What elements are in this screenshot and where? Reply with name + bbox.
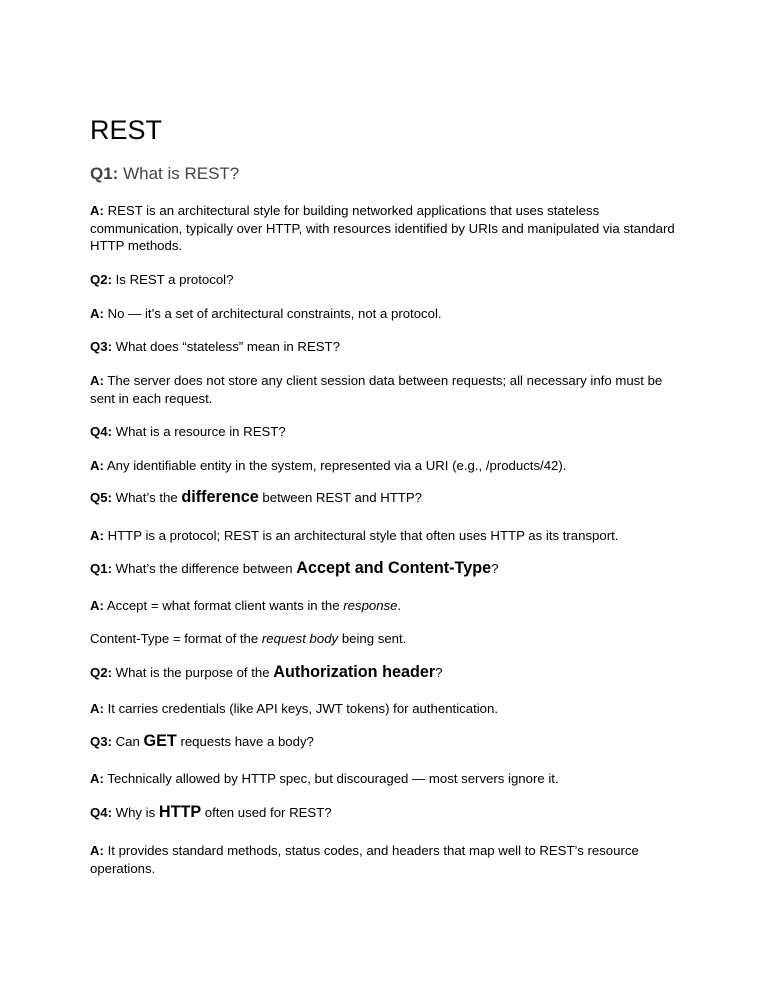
- answer-label: A:: [90, 203, 104, 218]
- italic-text: request body: [261, 631, 339, 646]
- answer-text: .: [397, 598, 402, 613]
- question-text: What’s the: [111, 490, 182, 505]
- question-paragraph: [90, 804, 675, 822]
- question-label: Q2:: [90, 665, 112, 680]
- question-text: ?: [491, 561, 499, 576]
- question-paragraph: [90, 423, 675, 441]
- question-paragraph: [90, 271, 675, 289]
- question-paragraph: [90, 664, 675, 682]
- question-label: Q4:: [90, 424, 112, 439]
- question-label: Q4:: [90, 805, 112, 820]
- question-text: between REST and HTTP?: [258, 490, 422, 505]
- answer-label: A:: [90, 528, 104, 543]
- doc-title: REST: [90, 115, 163, 145]
- answer-text: No — it’s a set of architectural constraints, not a protocol.: [103, 306, 442, 321]
- answer-paragraph: [90, 527, 675, 545]
- answer-text: being sent.: [338, 631, 407, 646]
- answer-text: The server does not store any client session data between requests; all necessary info must be sent in each request.: [90, 373, 663, 406]
- question-label: Q2:: [90, 272, 112, 287]
- emphasis-text: HTTP: [158, 803, 202, 821]
- answer-text: It provides standard methods, status codes, and headers that map well to REST’s resource operations.: [90, 843, 639, 876]
- emphasis-text: Authorization header: [273, 663, 436, 681]
- answer-paragraph: [90, 700, 675, 718]
- answer-paragraph: [90, 842, 675, 877]
- answer-text: Content-Type = format of the: [90, 631, 262, 646]
- question-heading: [90, 164, 239, 184]
- emphasis-text: Accept and Content-Type: [296, 559, 492, 577]
- question-label: Q1:: [90, 561, 112, 576]
- answer-text: Accept = what format client wants in the: [103, 598, 344, 613]
- answer-label: A:: [90, 373, 104, 388]
- question-paragraph: [90, 733, 675, 751]
- answer-label: A:: [90, 306, 104, 321]
- question-text: Can: [111, 734, 144, 749]
- answer-text: It carries credentials (like API keys, JWT tokens) for authentication.: [103, 701, 498, 716]
- answer-paragraph: [90, 305, 675, 323]
- question-paragraph: [90, 489, 675, 507]
- answer-text: Any identifiable entity in the system, represented via a URI (e.g., /products/42).: [103, 458, 567, 473]
- answer-label: A:: [90, 701, 104, 716]
- question-text: What is the purpose of the: [111, 665, 274, 680]
- answer-label: A:: [90, 598, 104, 613]
- answer-paragraph: [90, 630, 675, 648]
- answer-paragraph: [90, 457, 675, 475]
- answer-paragraph: [90, 372, 675, 407]
- question-paragraph: [90, 560, 675, 578]
- question-label: Q3:: [90, 339, 112, 354]
- answer-text: REST is an architectural style for building networked applications that uses stateless communication, typically over HTTP, with resources identified by URIs and manipulated via standard HTTP methods.: [90, 203, 675, 254]
- question-text: Why is: [111, 805, 159, 820]
- question-label: Q1:: [90, 164, 119, 183]
- question-label: Q3:: [90, 734, 112, 749]
- answer-label: A:: [90, 458, 104, 473]
- answer-text: HTTP is a protocol; REST is an architectural style that often uses HTTP as its transport.: [103, 528, 619, 543]
- question-text: What is a resource in REST?: [111, 424, 286, 439]
- question-text: often used for REST?: [201, 805, 332, 820]
- question-text: What does “stateless” mean in REST?: [111, 339, 340, 354]
- answer-paragraph: [90, 597, 675, 615]
- question-text: Is REST a protocol?: [111, 272, 234, 287]
- emphasis-text: difference: [181, 488, 259, 506]
- question-text: ?: [435, 665, 443, 680]
- answer-label: A:: [90, 771, 104, 786]
- italic-text: response: [343, 598, 398, 613]
- question-paragraph: [90, 338, 675, 356]
- emphasis-text: GET: [143, 732, 177, 750]
- question-text: requests have a body?: [176, 734, 314, 749]
- answer-label: A:: [90, 843, 104, 858]
- answer-paragraph: [90, 770, 675, 788]
- question-text: What’s the difference between: [111, 561, 297, 576]
- question-text: What is REST?: [118, 164, 240, 183]
- question-label: Q5:: [90, 490, 112, 505]
- answer-text: Technically allowed by HTTP spec, but discouraged — most servers ignore it.: [103, 771, 559, 786]
- answer-paragraph: [90, 202, 675, 255]
